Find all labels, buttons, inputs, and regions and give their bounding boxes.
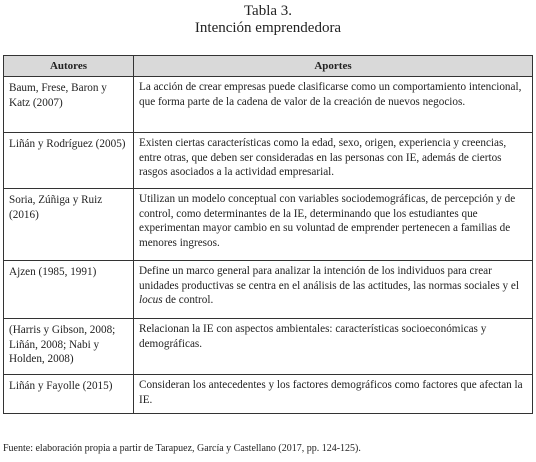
contribution-text: Utilizan un modelo conceptual con variables sociodemográficas, de percepción y de control, como determinantes de la IE, determinando que los estudiantes que experimentan mayor cambio en su voluntad de emprender pertenecen a familias de menores ingresos. [139,193,516,249]
contribution-cell [134,133,533,189]
author-text: Liñán y Rodríguez (2005) [9,138,126,150]
table-row [4,319,533,375]
author-cell [4,133,134,189]
author-text: Soria, Zúñiga y Ruiz (2016) [9,194,103,221]
contribution-text: Relacionan la IE con aspectos ambientales: características socioeconómicas y demográficas. [139,323,487,350]
author-text: (Harris y Gibson, 2008; Liñán, 2008; Nabi y Holden, 2008) [9,324,116,365]
table-row [4,77,533,133]
author-cell [4,189,134,261]
author-cell [4,319,134,375]
table-number: Tabla 3. [243,3,293,19]
table-header-row [4,56,533,77]
table-row [4,189,533,261]
author-cell [4,77,134,133]
contribution-text: Existen ciertas características como la edad, sexo, origen, experiencia y creencias, entre otras, que deben ser consideradas en las personas con IE, además de ciertos rasgos asociados a la actividad empresarial. [139,137,507,178]
table-row [4,375,533,414]
contribution-text [134,261,532,312]
source-note: Fuente: elaboración propia a partir de Tarapuez, García y Castellano (2017, pp. 124-125). [3,443,361,454]
table-row [4,133,533,189]
contribution-cell [134,77,533,133]
contribution-text-start: Define un marco general para analizar la intención de los individuos para crear unidades productivas se centra en el análisis de las actitudes, las normas sociales y el [139,265,519,292]
contribution-text: Consideran los antecedentes y los factores demográficos como factores que afectan la IE. [139,379,523,406]
author-text: Liñán y Fayolle (2015) [9,380,113,392]
header-authors: Autores [4,56,134,77]
authors-contributions-table [3,55,533,414]
contribution-cell [134,189,533,261]
contribution-text-end: de control. [162,294,214,306]
author-cell [4,375,134,414]
author-text: Baum, Frese, Baron y Katz (2007) [9,82,107,109]
author-text: Ajzen (1985, 1991) [9,266,97,278]
table-row [4,261,533,319]
contribution-cell [134,319,533,375]
contribution-text-italic: locus [139,294,163,306]
contribution-cell [134,375,533,414]
contribution-cell [134,261,533,319]
author-cell [4,261,134,319]
contribution-text: La acción de crear empresas puede clasificarse como un comportamiento intencional, que forma parte de la cadena de valor de la creación de nuevos negocios. [139,81,522,108]
table-title: Intención emprendedora [194,20,342,36]
header-contributions: Aportes [134,56,533,77]
